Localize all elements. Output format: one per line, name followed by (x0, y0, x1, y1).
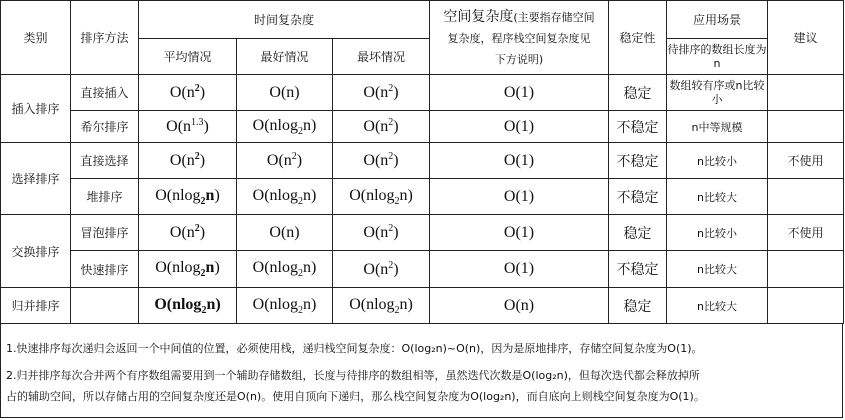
advice-quick (768, 251, 844, 288)
advice-shell (768, 111, 844, 143)
avg-quick: O(nlog$_2$n) (139, 251, 237, 288)
method-direct-insert: 直接插入 (71, 75, 139, 111)
best-shell: O(nlog$_2$n) (237, 111, 333, 143)
header-advice: 建议 (768, 1, 844, 75)
scenario-shell: n中等规模 (667, 111, 768, 143)
worst-heap: O(nlog$_2$n) (333, 179, 430, 215)
method-shell: 希尔排序 (71, 111, 139, 143)
header-avg: 平均情况 (139, 39, 237, 75)
avg-merge: O(nlog$_2$n) (139, 288, 237, 324)
stability-direct-select: 不稳定 (609, 143, 667, 179)
header-best: 最好情况 (237, 39, 333, 75)
advice-direct-select: 不使用 (768, 143, 844, 179)
header-time: 时间复杂度 (139, 1, 430, 39)
avg-direct-insert: $O(n^2)$ (139, 75, 237, 111)
worst-quick: $O(n^2)$ (333, 251, 430, 288)
scenario-bubble: n比较小 (667, 215, 768, 251)
header-space: 空间复杂度(主要指存储空间 复杂度，程序栈空间复杂度见 下方说明) (430, 1, 609, 75)
worst-direct-insert: $O(n^2)$ (333, 75, 430, 111)
space-quick: O(1) (430, 251, 609, 288)
best-quick: O(nlog$_2$n) (237, 251, 333, 288)
stability-bubble: 稳定 (609, 215, 667, 251)
method-heap: 堆排序 (71, 179, 139, 215)
scenario-heap: n比较大 (667, 179, 768, 215)
header-stability: 稳定性 (609, 1, 667, 75)
space-shell: O(1) (430, 111, 609, 143)
notes-section (0, 323, 843, 418)
stability-heap: 不稳定 (609, 179, 667, 215)
category-insert: 插入排序 (1, 75, 71, 143)
method-quick: 快速排序 (71, 251, 139, 288)
scenario-direct-insert: 数组较有序或n比较小 (667, 75, 768, 111)
worst-merge: O(nlog$_2$n) (333, 288, 430, 324)
advice-direct-insert (768, 75, 844, 111)
header-worst: 最坏情况 (333, 39, 430, 75)
best-direct-insert: O(n) (237, 75, 333, 111)
avg-heap: O(nlog$_2$n) (139, 179, 237, 215)
stability-quick: 不稳定 (609, 251, 667, 288)
worst-shell: $O(n^2)$ (333, 111, 430, 143)
best-bubble: O(n) (237, 215, 333, 251)
stability-direct-insert: 稳定 (609, 75, 667, 111)
space-direct-insert: O(1) (430, 75, 609, 111)
header-method: 排序方法 (71, 1, 139, 75)
note-line-2: 2.归并排序每次合并两个有序数组需要用到一个辅助存储数组，长度与待排序的数组相等，虽然迭代次数是O(log₂n)，但每次迭代都会释放掉所 (6, 369, 700, 382)
space-direct-select: O(1) (430, 143, 609, 179)
advice-merge (768, 288, 844, 324)
method-merge (71, 288, 139, 324)
note-line-1: 1.快速排序每次递归会返回一个中间值的位置，必须使用栈，递归栈空间复杂度：O(log₂n)~O(n)，因为是原地排序，存储空间复杂度为O(1)。 (6, 342, 703, 355)
stability-shell: 不稳定 (609, 111, 667, 143)
space-bubble: O(1) (430, 215, 609, 251)
category-select: 选择排序 (1, 143, 71, 215)
advice-bubble: 不使用 (768, 215, 844, 251)
worst-direct-select: $O(n^2)$ (333, 143, 430, 179)
scenario-merge: n比较大 (667, 288, 768, 324)
best-direct-select: $O(n^2)$ (237, 143, 333, 179)
advice-heap (768, 179, 844, 215)
method-bubble: 冒泡排序 (71, 215, 139, 251)
method-direct-select: 直接选择 (71, 143, 139, 179)
header-scenario: 应用场景 (667, 1, 768, 39)
stability-merge: 稳定 (609, 288, 667, 324)
category-exchange: 交换排序 (1, 215, 71, 288)
best-merge: O(nlog$_2$n) (237, 288, 333, 324)
avg-direct-select: $O(n^2)$ (139, 143, 237, 179)
scenario-quick: n比较大 (667, 251, 768, 288)
avg-shell: $O(n^{1.3})$ (139, 111, 237, 143)
header-scenario-sub: 待排序的数组长度为n (667, 39, 768, 75)
space-merge: O(n) (430, 288, 609, 324)
category-merge: 归并排序 (1, 288, 71, 324)
best-heap: O(nlog$_2$n) (237, 179, 333, 215)
worst-bubble: $O(n^2)$ (333, 215, 430, 251)
avg-bubble: $O(n^2)$ (139, 215, 237, 251)
header-category: 类别 (1, 1, 71, 75)
scenario-direct-select: n比较小 (667, 143, 768, 179)
space-heap: O(1) (430, 179, 609, 215)
note-line-3: 占的辅助空间，所以存储占用的空间复杂度还是O(n)。使用自顶向下递归，那么栈空间复杂度为O(log₂n)，而自底向上则栈空间复杂度为O(1)。 (6, 390, 705, 403)
